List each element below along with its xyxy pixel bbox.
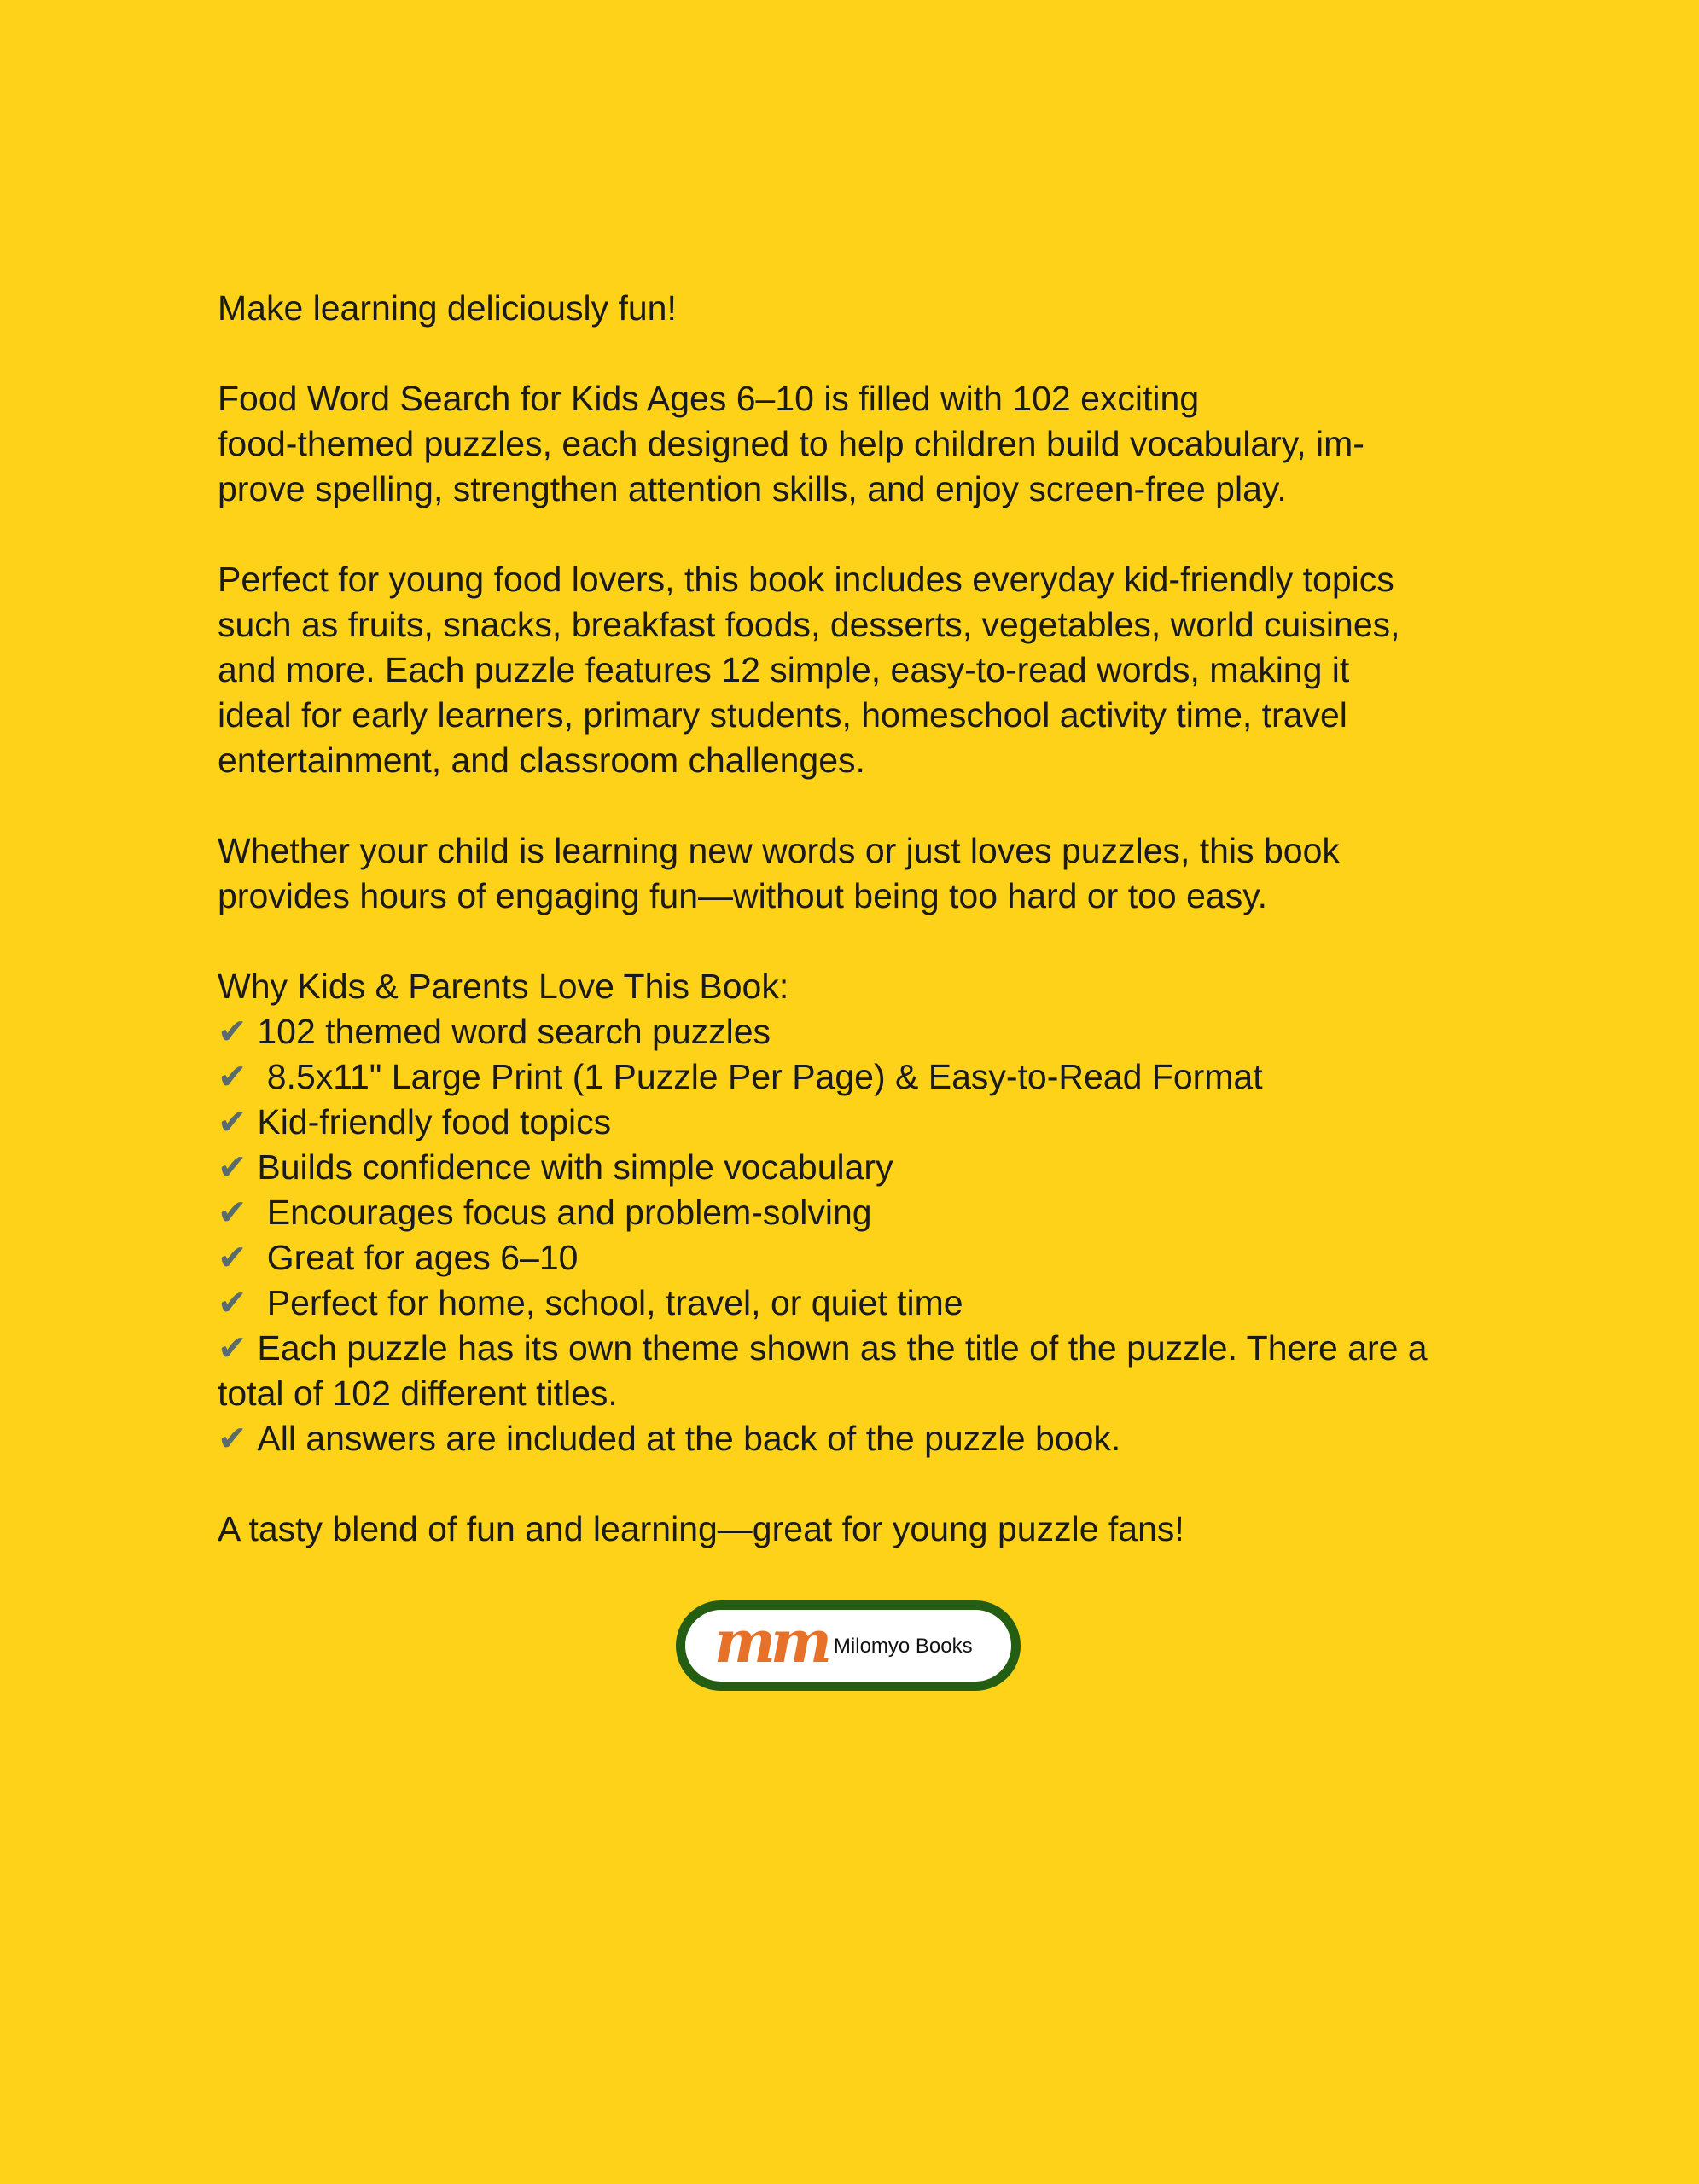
feature-item (218, 1281, 1498, 1326)
feature-item (218, 1009, 1498, 1054)
paragraph-engagement (218, 828, 1498, 919)
publisher-logo (676, 1600, 1021, 1691)
topics-line: entertainment, and classroom challenges. (218, 741, 865, 780)
paragraph-topics (218, 557, 1498, 783)
overview-line: Food Word Search for Kids Ages 6–10 is filled with 102 exciting (218, 379, 1200, 418)
intro-line: Make learning deliciously fun! (218, 288, 677, 328)
logo-monogram: mm (714, 1608, 827, 1676)
feature-text: 102 themed word search puzzles (257, 1012, 771, 1051)
feature-item (218, 1100, 1498, 1145)
features-list (218, 1009, 1498, 1461)
overview-line: prove spelling, strengthen attention skills, and enjoy screen-free play. (218, 469, 1287, 508)
checkmark-icon: ✔ (218, 1147, 247, 1187)
feature-text-continuation: total of 102 different titles. (218, 1374, 618, 1413)
feature-text: Great for ages 6–10 (257, 1238, 579, 1277)
feature-item (218, 1235, 1498, 1281)
checkmark-icon: ✔ (218, 1283, 247, 1322)
engagement-line: provides hours of engaging fun—without being too hard or too easy. (218, 876, 1268, 915)
feature-text: Builds confidence with simple vocabulary (257, 1147, 893, 1187)
feature-item (218, 1190, 1498, 1235)
checkmark-icon: ✔ (218, 1238, 247, 1277)
topics-line: ideal for early learners, primary students, homeschool activity time, travel (218, 695, 1347, 735)
features-heading: Why Kids & Parents Love This Book: (218, 967, 789, 1006)
feature-item (218, 1326, 1498, 1416)
overview-line: food-themed puzzles, each designed to help children build vocabulary, im- (218, 424, 1364, 463)
topics-line: Perfect for young food lovers, this book includes everyday kid-friendly topics (218, 560, 1394, 599)
description-block (218, 286, 1498, 1597)
feature-text: Perfect for home, school, travel, or quiet time (257, 1283, 963, 1322)
checkmark-icon: ✔ (218, 1419, 247, 1458)
topics-line: such as fruits, snacks, breakfast foods, desserts, vegetables, world cuisines, (218, 605, 1400, 644)
feature-text: Kid-friendly food topics (257, 1102, 612, 1141)
feature-text: 8.5x11" Large Print (1 Puzzle Per Page) & Easy-to-Read Format (257, 1057, 1263, 1096)
engagement-line: Whether your child is learning new words or just loves puzzles, this book (218, 831, 1340, 870)
feature-text: Encourages focus and problem-solving (257, 1193, 872, 1232)
feature-item (218, 1054, 1498, 1100)
features-section (218, 964, 1498, 1461)
checkmark-icon: ✔ (218, 1193, 247, 1232)
feature-item (218, 1145, 1498, 1190)
checkmark-icon: ✔ (218, 1012, 247, 1051)
feature-text: All answers are included at the back of the puzzle book. (257, 1419, 1121, 1458)
logo-publisher-name: Milomyo Books (833, 1635, 973, 1658)
checkmark-icon: ✔ (218, 1057, 247, 1096)
topics-line: and more. Each puzzle features 12 simple, easy-to-read words, making it (218, 650, 1350, 689)
checkmark-icon: ✔ (218, 1102, 247, 1141)
checkmark-icon: ✔ (218, 1328, 247, 1368)
feature-text: Each puzzle has its own theme shown as the title of the puzzle. There are a (257, 1328, 1428, 1368)
paragraph-overview (218, 376, 1498, 512)
feature-item (218, 1416, 1498, 1461)
closing-line: A tasty blend of fun and learning—great for young puzzle fans! (218, 1509, 1184, 1548)
logo-badge (676, 1600, 1021, 1691)
